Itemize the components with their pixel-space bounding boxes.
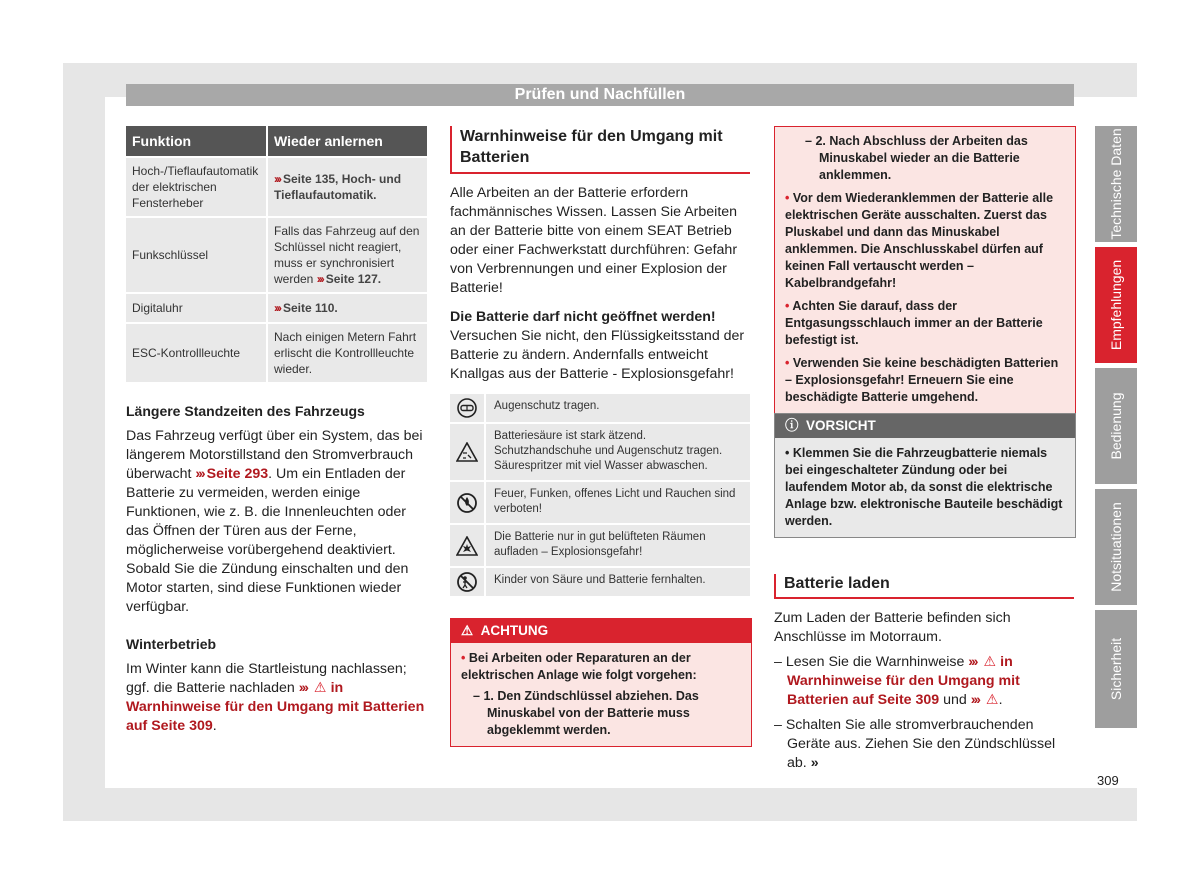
list-item xyxy=(785,298,1065,349)
column-1-text xyxy=(126,402,426,754)
page-reference[interactable]: Seite 110. xyxy=(283,301,338,315)
tab-label: Empfehlungen xyxy=(1108,259,1124,351)
tab-bedienung[interactable] xyxy=(1095,368,1137,484)
reference-arrow-icon: ››› xyxy=(298,680,307,696)
table-row xyxy=(126,293,427,323)
sign-text: Augenschutz tragen. xyxy=(484,394,750,422)
text: . Um ein Entladen der Batterie zu vermeiden, werden einige Funktionen, wie z. B. die Innenleuchten oder das Öffnen der Türen aus der Ferne, möglicherweise vorübergehend deaktiviert. Sobald Sie die Zündung einschalten und den Motor starten, sind diese Funktionen wieder verfügbar. xyxy=(126,466,409,615)
tab-label: Technische Daten xyxy=(1108,128,1124,240)
list-item: – 1. Den Zündschlüssel abziehen. Das Minuskabel von der Batterie muss abgeklemmt werden. xyxy=(473,689,699,737)
list-item xyxy=(461,650,741,684)
tab-empfehlungen[interactable] xyxy=(1095,247,1137,363)
section-title: Warnhinweise für den Umgang mit Batterien xyxy=(450,126,750,174)
vorsicht-caution-box xyxy=(774,413,1076,538)
page-reference[interactable]: in Warnhinweise für den Umgang mit Batterien auf Seite 309 xyxy=(126,680,425,734)
vorsicht-header xyxy=(775,414,1075,438)
tab-label: Bedienung xyxy=(1108,392,1124,460)
page-reference[interactable]: Seite 293 xyxy=(206,466,269,482)
text: 1. Den Zündschlüssel abziehen. Das Minuskabel von der Batterie muss abgeklemmt werden. xyxy=(483,689,699,737)
achtung-body-continued xyxy=(775,127,1075,414)
cell-relearn: Nach einigen Metern Fahrt erlischt die Kontrollleuchte wieder. xyxy=(267,323,427,382)
list-item: – Lesen Sie die Warnhinweise ››› ⚠ in Warnhinweise für den Umgang mit Batterien auf Seite 309 und ››› ⚠. xyxy=(774,654,1020,708)
cell-func: Hoch-/Tieflaufautomatik der elektrischen Fensterheber xyxy=(126,157,267,217)
goggles-icon xyxy=(450,394,484,422)
text: 2. Nach Abschluss der Arbeiten das Minuskabel wieder an die Batterie anklemmen. xyxy=(815,134,1028,182)
achtung-warning-continued xyxy=(774,126,1076,415)
cell-text: Falls das Fahrzeug auf den Schlüssel nicht reagiert, muss er synchronisiert werden xyxy=(274,224,420,286)
text: . xyxy=(212,718,217,734)
list-item: – 2. Nach Abschluss der Arbeiten das Minuskabel wieder an die Batterie anklemmen. xyxy=(805,134,1028,182)
text: Achten Sie darauf, dass der Entgasungsschlauch immer an der Batterie befestigt ist. xyxy=(785,299,1043,347)
text: Verwenden Sie keine beschädigten Batterien – Explosionsgefahr! Erneuern Sie eine beschädigte Batterie umgehend. xyxy=(785,356,1059,404)
column-header-wieder-anlernen: Wieder anlernen xyxy=(267,126,427,157)
warnhinweise-section xyxy=(450,126,750,384)
bullet-icon: • xyxy=(785,299,790,313)
list-item xyxy=(450,424,750,480)
warning-title: ACHTUNG xyxy=(480,623,549,638)
reference-arrow-icon: ››› xyxy=(316,272,323,286)
cell-relearn xyxy=(267,217,427,293)
text: Lesen Sie die Warnhinweise xyxy=(785,654,965,670)
text: Vor dem Wiederanklemmen der Batterie alle elektrischen Geräte ausschalten. Zuerst das Pluskabel und dann das Minuskabel anklemmen. Die Anschlusskabel dürfen auf keinen Fall vertauscht werden – Kabelbrandgefahr! xyxy=(785,191,1054,290)
cell-func: ESC-Kontrollleuchte xyxy=(126,323,267,382)
warning-paragraph xyxy=(450,308,750,384)
achtung-warning-box xyxy=(450,618,752,747)
table-header-row xyxy=(126,126,427,157)
reference-arrow-icon: ››› xyxy=(970,692,979,708)
winter-paragraph xyxy=(126,660,426,736)
reference-arrow-icon: ››› xyxy=(274,172,280,186)
tab-notsituationen[interactable] xyxy=(1095,489,1137,605)
reference-arrow-icon: ››› xyxy=(274,301,280,315)
reference-arrow-icon: ››› xyxy=(968,654,977,670)
text: Bei Arbeiten oder Reparaturen an der elektrischen Anlage wie folgt vorgehen: xyxy=(461,651,697,682)
section-title: Batterie laden xyxy=(774,574,1074,599)
bullet-icon: • xyxy=(785,191,790,205)
table-row xyxy=(126,157,427,217)
tab-technische-daten[interactable] xyxy=(1095,126,1137,242)
warning-triangle-icon: ⚠ xyxy=(983,654,997,670)
list-item xyxy=(450,482,750,523)
warning-triangle-icon: ⚠ xyxy=(461,623,474,638)
intro-paragraph: Zum Laden der Batterie befinden sich Anschlüsse im Motorraum. xyxy=(774,610,1011,645)
text: Klemmen Sie die Fahrzeugbatterie niemals bei eingeschalteter Zündung oder bei laufendem Motor ab, da sonst die elektrische Anlage bzw. elektronische Bauteile beschädigt werden. xyxy=(785,446,1063,528)
standzeiten-heading: Längere Standzeiten des Fahrzeugs xyxy=(126,403,365,419)
list-item xyxy=(785,355,1065,406)
table-row xyxy=(126,323,427,382)
no-fire-icon xyxy=(450,482,484,523)
reference-arrow-icon: ››› xyxy=(195,466,204,482)
bullet-icon: • xyxy=(785,446,790,460)
page-reference[interactable]: in Warnhinweise für den Umgang mit Batterien auf Seite 309 xyxy=(787,654,1020,708)
sign-text: Feuer, Funken, offenes Licht und Rauchen sind verboten! xyxy=(484,482,750,523)
standzeiten-paragraph xyxy=(126,427,426,617)
info-circle-icon: ⓘ xyxy=(785,418,799,433)
winter-heading: Winterbetrieb xyxy=(126,636,217,652)
achtung-body xyxy=(451,643,751,746)
text: Versuchen Sie nicht, den Flüssigkeitsstand der Batterie zu ändern. Andernfalls entweicht Knallgas aus der Batterie - Explosionsgefahr! xyxy=(450,328,745,382)
page-reference[interactable]: Seite 127. xyxy=(325,272,382,286)
page-header: Prüfen und Nachfüllen xyxy=(126,84,1074,106)
cell-relearn xyxy=(267,293,427,323)
relearn-table xyxy=(126,126,427,382)
text: und xyxy=(939,692,971,708)
batterie-laden-section xyxy=(774,574,1074,773)
list-item xyxy=(450,525,750,566)
bullet-icon: • xyxy=(785,356,790,370)
text: Im Winter kann die Startleistung nachlassen; ggf. die Batterie nachladen xyxy=(126,661,407,696)
continue-arrow-icon: » xyxy=(810,755,819,771)
vorsicht-body xyxy=(775,438,1075,537)
intro-paragraph: Alle Arbeiten an der Batterie erfordern fachmännisches Wissen. Lassen Sie Arbeiten an der Batterie bitte von einem SEAT Betrieb oder einer Fachwerkstatt durchführen: Gefahr von Verbrennungen und einer Explosion der Batterie! xyxy=(450,185,738,296)
list-item xyxy=(450,568,750,596)
sign-text: Batteriesäure ist stark ätzend. Schutzhandschuhe und Augenschutz tragen. Säurespritzer mit viel Wasser abwaschen. xyxy=(484,424,750,480)
text: Das Fahrzeug verfügt über ein System, das bei längerem Motorstillstand den Stromverbrauch überwacht xyxy=(126,428,423,482)
tab-label: Sicherheit xyxy=(1108,637,1124,701)
cell-relearn xyxy=(267,157,427,217)
list-item xyxy=(450,394,750,422)
column-header-funktion: Funktion xyxy=(126,126,267,157)
tab-label: Notsituationen xyxy=(1108,502,1124,592)
bullet-icon: • xyxy=(461,651,466,665)
sign-text: Kinder von Säure und Batterie fernhalten. xyxy=(484,568,750,596)
no-children-icon xyxy=(450,568,484,596)
cell-func: Funkschlüssel xyxy=(126,217,267,293)
text: Schalten Sie alle stromverbrauchenden Geräte aus. Ziehen Sie den Zündschlüssel ab. xyxy=(785,717,1056,771)
bold-text: Die Batterie darf nicht geöffnet werden! xyxy=(450,309,716,325)
table-row xyxy=(126,217,427,293)
tab-sicherheit[interactable] xyxy=(1095,610,1137,728)
cell-func: Digitaluhr xyxy=(126,293,267,323)
warning-triangle-icon: ⚠ xyxy=(313,680,327,696)
achtung-header xyxy=(451,619,751,643)
page-number: 309 xyxy=(1097,773,1119,788)
list-item xyxy=(785,190,1065,292)
safety-signs-list xyxy=(450,394,750,598)
page-reference[interactable]: Seite 135, Hoch- und Tieflaufautomatik. xyxy=(274,172,402,202)
warning-triangle-icon: ⚠ xyxy=(985,692,999,708)
list-item: – Schalten Sie alle stromverbrauchenden Geräte aus. Ziehen Sie den Zündschlüssel ab. » xyxy=(774,717,1056,771)
sign-text: Die Batterie nur in gut belüfteten Räumen aufladen – Explosionsgefahr! xyxy=(484,525,750,566)
acid-icon xyxy=(450,424,484,480)
caution-title: VORSICHT xyxy=(806,418,876,433)
explosion-icon xyxy=(450,525,484,566)
